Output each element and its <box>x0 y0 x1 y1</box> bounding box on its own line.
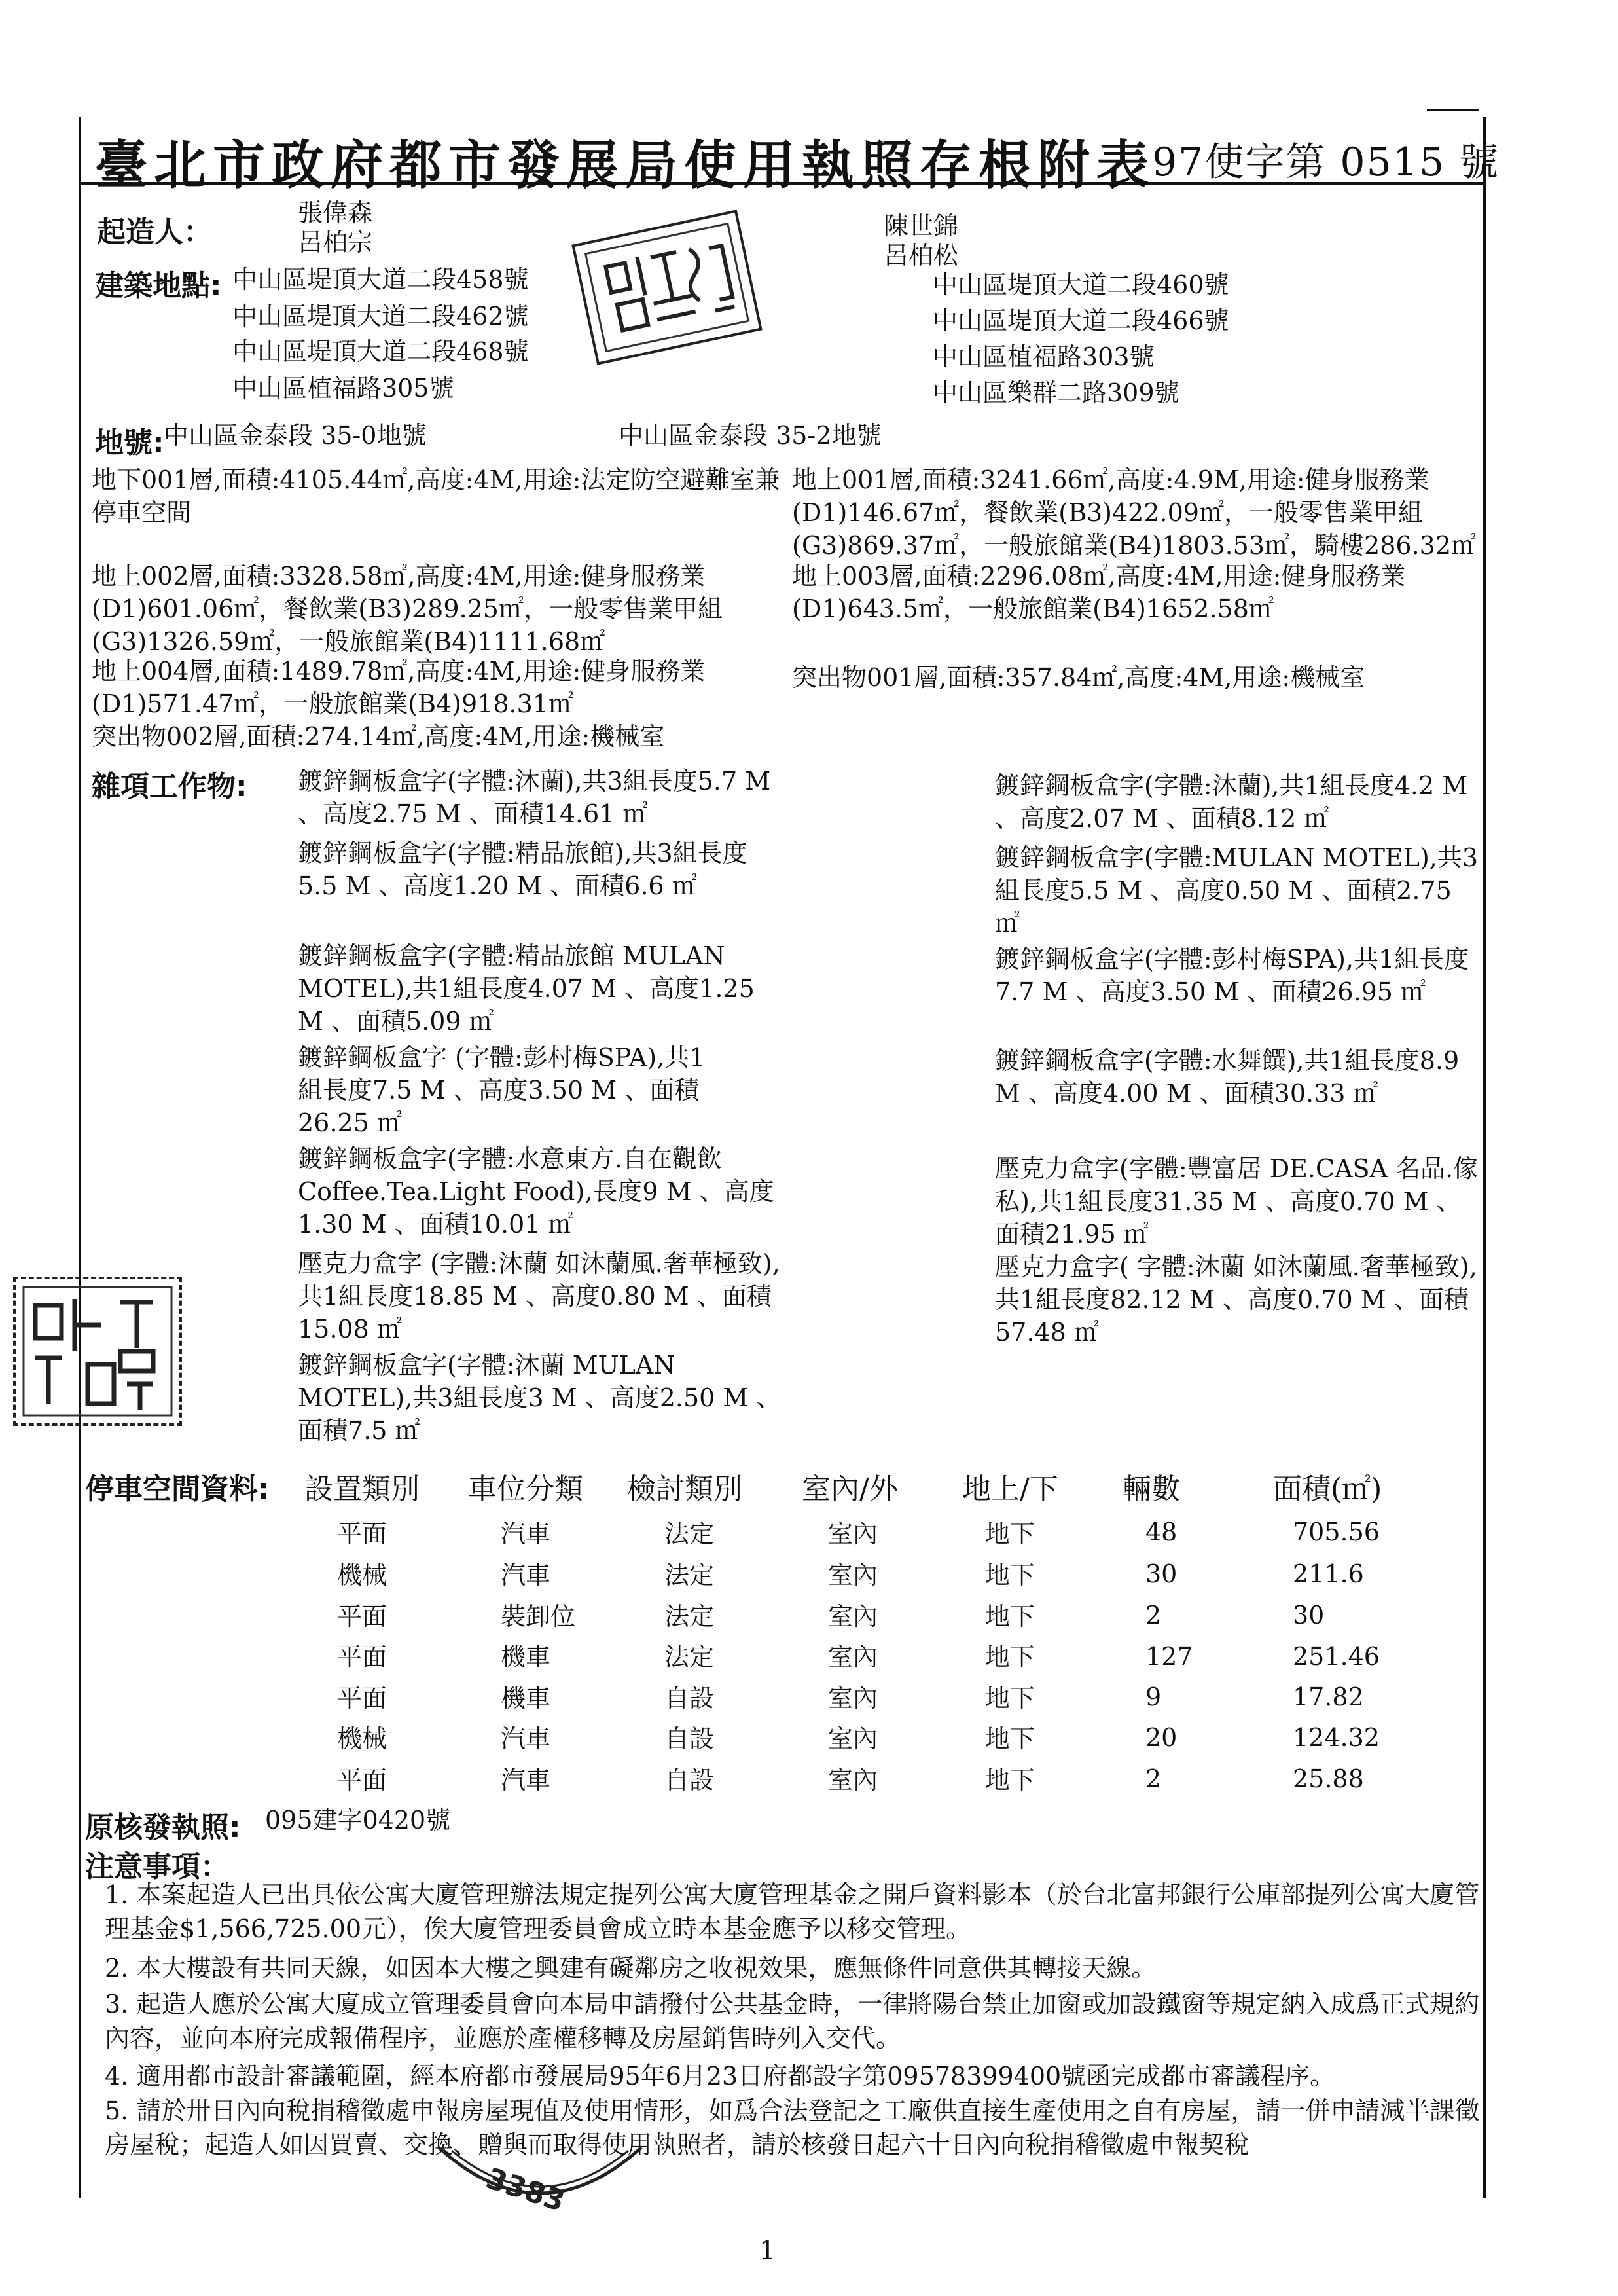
site-address: 中山區堤頂大道二段468號 <box>232 337 529 366</box>
cell: 2 <box>1145 1764 1162 1793</box>
cell: 705.56 <box>1293 1518 1380 1546</box>
misc-item: 壓克力盒字 (字體:沐蘭 如沐蘭風.奢華極致),共1組長度18.85 M 、高度0.80 M 、面積15.08 ㎡ <box>298 1249 780 1343</box>
cell: 室內 <box>828 1520 878 1548</box>
parking-header: 室內/外 <box>802 1472 898 1506</box>
cell: 30 <box>1293 1601 1325 1630</box>
cell: 平面 <box>337 1602 387 1631</box>
cell: 平面 <box>337 1520 387 1548</box>
misc-item: 鍍鋅鋼板盒字 (字體:彭村梅SPA),共1組長度7.5 M 、高度3.50 M 、面積26.25 ㎡ <box>298 1043 706 1137</box>
site-address: 中山區堤頂大道二段458號 <box>232 265 529 294</box>
floor-f2: 地上002層,面積:3328.58㎡,高度:4M,用途:健身服務業(D1)601.06㎡，餐飲業(B3)289.25㎡，一般零售業甲組(G3)1326.59㎡，一般旅館業(B4)1111.68㎡ <box>92 562 723 656</box>
bottom-seal-text: 3383 <box>482 2161 569 2219</box>
builders-label: 起造人： <box>97 215 212 249</box>
cell: 室內 <box>828 1724 878 1753</box>
cell: 機械 <box>337 1724 387 1753</box>
builder-name: 陳世錦 <box>884 211 959 240</box>
cell: 室內 <box>828 1766 878 1795</box>
misc-item: 鍍鋅鋼板盒字(字體:沐蘭 MULAN MOTEL),共3組長度3 M 、高度2.50 M 、面積7.5 ㎡ <box>298 1351 782 1445</box>
cell: 機械 <box>337 1561 387 1590</box>
note-item: 1. 本案起造人已出具依公寓大廈管理辦法規定提列公寓大廈管理基金之開戶資料影本（於台北富邦銀行公庫部提列公寓大廈管理基金$1,566,725.00元），俟大廈管理委員會成立時本基金應予以移交管理。 <box>105 1880 1480 1943</box>
cell: 裝卸位 <box>501 1602 576 1631</box>
misc-item: 鍍鋅鋼板盒字(字體:水舞饌),共1組長度8.9 M 、高度4.00 M 、面積30.33 ㎡ <box>995 1046 1460 1108</box>
builder-name: 呂柏宗 <box>298 228 373 257</box>
cell: 機車 <box>501 1684 551 1713</box>
misc-item: 壓克力盒字(字體:豐富居 DE.CASA 名品.傢私),共1組長度31.35 M 、高度0.70 M 、面積21.95 ㎡ <box>995 1154 1479 1248</box>
original-permit-value: 095建字0420號 <box>265 1806 451 1834</box>
site-label: 建築地點: <box>95 269 222 302</box>
cell: 機車 <box>501 1643 551 1671</box>
site-address: 中山區樂群二路309號 <box>933 378 1179 407</box>
cell: 地下 <box>985 1766 1035 1795</box>
note-item: 2. 本大樓設有共同天線，如因本大樓之興建有礙鄰房之收視效果，應無條件同意供其轉接天線。 <box>105 1954 1157 1982</box>
floor-f1: 地上001層,面積:3241.66㎡,高度:4.9M,用途:健身服務業(D1)146.67㎡，餐飲業(B3)422.09㎡，一般零售業甲組(G3)869.37㎡，一般旅館業(B4)1803.53㎡，騎樓286.32㎡ <box>792 465 1477 560</box>
builder-name: 張偉森 <box>298 198 373 227</box>
official-seal-icon <box>13 1277 182 1426</box>
cell: 平面 <box>337 1684 387 1713</box>
cell: 124.32 <box>1293 1723 1380 1752</box>
misc-item: 鍍鋅鋼板盒字(字體:沐蘭),共3組長度5.7 M 、高度2.75 M 、面積14.61 ㎡ <box>298 767 771 828</box>
permit-number: 97使字第 0515 號 <box>1152 139 1500 185</box>
lot-number: 中山區金泰段 35-2地號 <box>619 421 882 450</box>
parking-header: 車位分類 <box>468 1472 583 1506</box>
parking-header: 檢討類別 <box>627 1472 742 1506</box>
cell: 9 <box>1145 1683 1162 1711</box>
cell: 251.46 <box>1293 1642 1380 1671</box>
parking-header: 設置類別 <box>304 1472 420 1506</box>
cell: 法定 <box>664 1643 715 1671</box>
cell: 法定 <box>664 1520 715 1548</box>
cell: 地下 <box>985 1602 1035 1631</box>
cell: 法定 <box>664 1561 715 1590</box>
misc-item: 鍍鋅鋼板盒字(字體:水意東方.自在觀飲Coffee.Tea.Light Food),長度9 M 、高度1.30 M 、面積10.01 ㎡ <box>298 1144 774 1239</box>
floor-f3: 地上003層,面積:2296.08㎡,高度:4M,用途:健身服務業(D1)643.5㎡，一般旅館業(B4)1652.58㎡ <box>792 562 1406 623</box>
cell: 20 <box>1145 1723 1178 1752</box>
bottom-seal-icon <box>432 2141 648 2219</box>
cell: 48 <box>1145 1518 1178 1546</box>
cell: 30 <box>1145 1559 1178 1588</box>
cell: 室內 <box>828 1643 878 1671</box>
cell: 自設 <box>664 1766 715 1795</box>
cell: 地下 <box>985 1643 1035 1671</box>
page-number: 1 <box>759 2236 776 2266</box>
cell: 法定 <box>664 1602 715 1631</box>
parking-label: 停車空間資料: <box>85 1472 270 1506</box>
cell: 地下 <box>985 1561 1035 1590</box>
lot-label: 地號: <box>95 426 164 460</box>
misc-label: 雜項工作物: <box>92 770 247 803</box>
floor-b1: 地下001層,面積:4105.44㎡,高度:4M,用途:法定防空避難室兼停車空間 <box>92 465 780 527</box>
cell: 室內 <box>828 1602 878 1631</box>
note-item: 4. 適用都市設計審議範圍，經本府都市發展局95年6月23日府都設字第09578399400號函完成都市審議程序。 <box>105 2062 1335 2090</box>
cell: 室內 <box>828 1684 878 1713</box>
cell: 平面 <box>337 1643 387 1671</box>
cell: 25.88 <box>1293 1764 1364 1793</box>
cell: 汽車 <box>501 1766 551 1795</box>
misc-item: 鍍鋅鋼板盒字(字體:彭村梅SPA),共1組長度7.7 M 、高度3.50 M 、面積26.95 ㎡ <box>995 945 1469 1006</box>
lot-number: 中山區金泰段 35-0地號 <box>164 421 427 450</box>
cell: 17.82 <box>1293 1683 1364 1711</box>
cell: 汽車 <box>501 1724 551 1753</box>
site-address: 中山區堤頂大道二段466號 <box>933 306 1229 335</box>
parking-header: 面積(㎡) <box>1273 1472 1382 1506</box>
site-address: 中山區堤頂大道二段460號 <box>933 270 1229 299</box>
cell: 127 <box>1145 1642 1193 1671</box>
original-permit-label: 原核發執照: <box>85 1811 241 1844</box>
misc-item: 鍍鋅鋼板盒字(字體:精品旅館 MULAN MOTEL),共1組長度4.07 M 、高度1.25 M 、面積5.09 ㎡ <box>298 941 755 1036</box>
misc-item: 壓克力盒字( 字體:沐蘭 如沐蘭風.奢華極致),共1組長度82.12 M 、高度0.70 M 、面積57.48 ㎡ <box>995 1252 1477 1347</box>
cell: 地下 <box>985 1520 1035 1548</box>
cell: 地下 <box>985 1724 1035 1753</box>
notes-label: 注意事項： <box>85 1850 229 1884</box>
floor-f4: 地上004層,面積:1489.78㎡,高度:4M,用途:健身服務業(D1)571.47㎡，一般旅館業(B4)918.31㎡ <box>92 657 706 718</box>
misc-item: 鍍鋅鋼板盒字(字體:MULAN MOTEL),共3組長度5.5 M 、高度0.50 M 、面積2.75 ㎡ <box>995 843 1479 938</box>
note-item: 3. 起造人應於公寓大廈成立管理委員會向本局申請撥付公共基金時，一律將陽台禁止加窗或加設鐵窗等規定納入成爲正式規約內容，並向本府完成報備程序，並應於產權移轉及房屋銷售時列入交代。 <box>105 1990 1480 2052</box>
parking-header: 地上/下 <box>962 1472 1058 1506</box>
cell: 自設 <box>664 1684 715 1713</box>
cell: 211.6 <box>1293 1559 1364 1588</box>
misc-item: 鍍鋅鋼板盒字(字體:沐蘭),共1組長度4.2 M 、高度2.07 M 、面積8.12 ㎡ <box>995 771 1468 833</box>
site-address: 中山區堤頂大道二段462號 <box>232 302 529 331</box>
cell: 汽車 <box>501 1520 551 1548</box>
site-address: 中山區植福路305號 <box>232 374 454 403</box>
roof-r2: 突出物002層,面積:274.14㎡,高度:4M,用途:機械室 <box>92 722 665 751</box>
misc-item: 鍍鋅鋼板盒字(字體:精品旅館),共3組長度5.5 M 、高度1.20 M 、面積6.6 ㎡ <box>298 839 747 900</box>
site-address: 中山區植福路303號 <box>933 342 1155 371</box>
top-rule <box>1427 109 1479 111</box>
cell: 室內 <box>828 1561 878 1590</box>
cell: 平面 <box>337 1766 387 1795</box>
document-title: 臺北市政府都市發展局使用執照存根附表 <box>95 134 1155 196</box>
cell: 自設 <box>664 1724 715 1753</box>
parking-header: 輛數 <box>1123 1472 1180 1506</box>
builder-name: 呂柏松 <box>884 241 959 270</box>
roof-r1: 突出物001層,面積:357.84㎡,高度:4M,用途:機械室 <box>792 663 1365 692</box>
cell: 汽車 <box>501 1561 551 1590</box>
cell: 地下 <box>985 1684 1035 1713</box>
cell: 2 <box>1145 1601 1162 1630</box>
note-item: 5. 請於卅日內向稅捐稽徵處申報房屋現值及使用情形，如爲合法登記之工廠供直接生產使用之自有房屋，請一併申請減半課徵房屋稅；起造人如因買賣、交換、贈與而取得使用執照者，請於核發日起六十日內向稅捐稽徵處申報契稅 <box>105 2096 1480 2159</box>
